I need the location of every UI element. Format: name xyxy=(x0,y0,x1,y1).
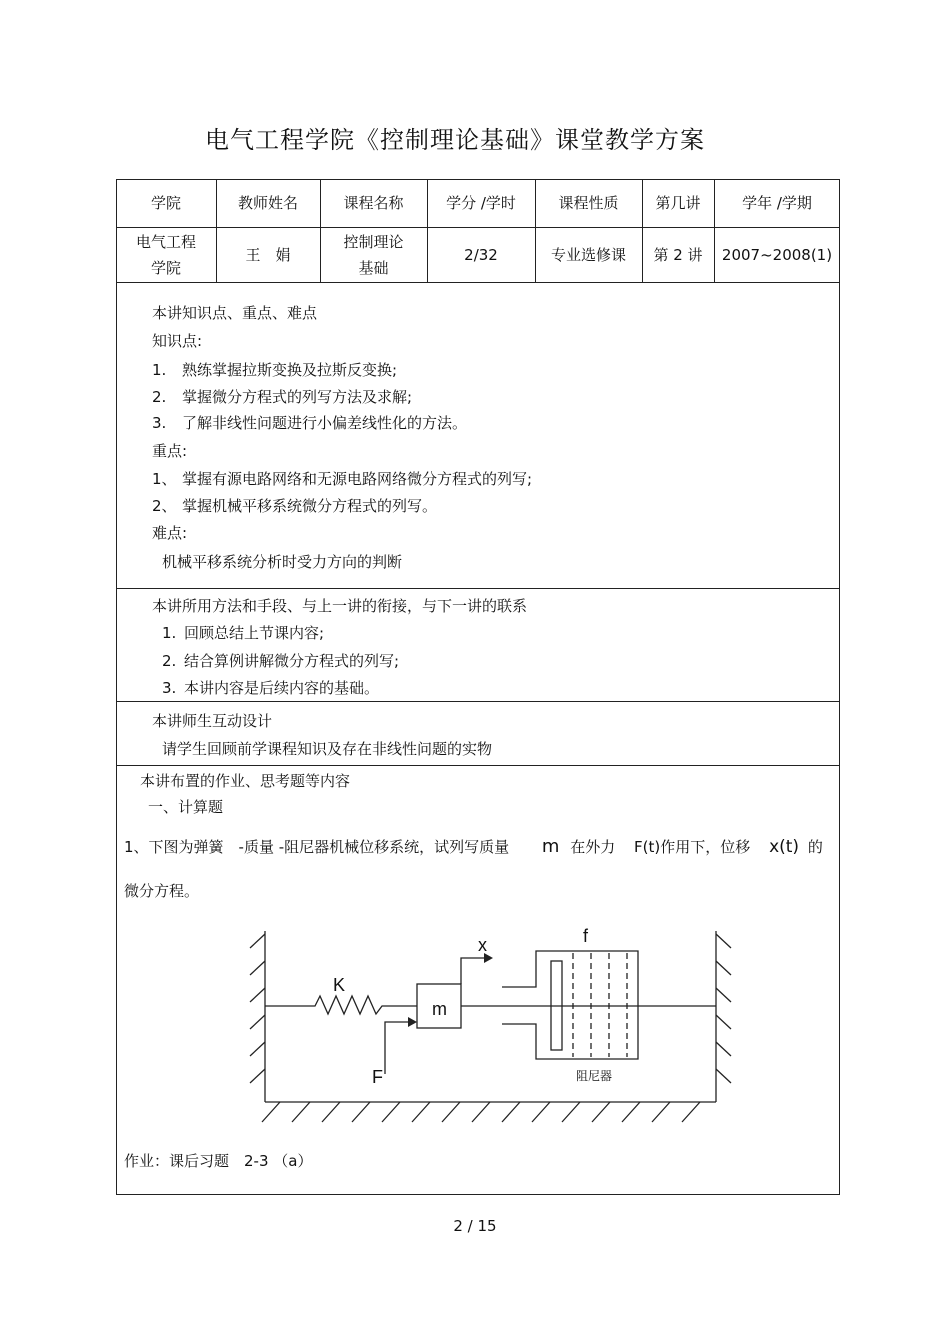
value-term: 2007~2008(1) xyxy=(721,245,833,264)
list-item: 2. 结合算例讲解微分方程式的列写; xyxy=(162,652,400,670)
value-lecture: 第 2 讲 xyxy=(653,245,703,264)
homework-assignment: 作业：课后习题 2-3 （a） xyxy=(124,1152,313,1170)
label-K: K xyxy=(333,975,346,995)
page-title: 电气工程学院《控制理论基础》课堂教学方案 xyxy=(205,126,705,154)
label-damper: 阻尼器 xyxy=(576,1069,613,1083)
value-teacher: 王 娟 xyxy=(245,245,291,264)
header-course-type: 课程性质 xyxy=(558,194,619,212)
force-arrowhead xyxy=(408,1017,417,1027)
damper-cylinder xyxy=(502,951,638,1059)
key-points-label: 重点: xyxy=(152,442,188,460)
difficulty-text: 机械平移系统分析时受力方向的判断 xyxy=(162,553,403,571)
label-m: m xyxy=(432,999,447,1019)
label-F: F xyxy=(372,1067,383,1087)
label-x: x xyxy=(478,935,487,955)
section-knowledge-heading: 本讲知识点、重点、难点 xyxy=(152,304,318,322)
value-course-type: 专业选修课 xyxy=(550,245,626,264)
table-divider xyxy=(116,588,840,589)
floor-hatching xyxy=(262,1102,700,1122)
value-college: 电气工程 学院 xyxy=(135,232,196,277)
header-credits: 学分 /学时 xyxy=(446,194,516,212)
header-college: 学院 xyxy=(150,194,181,212)
section-methods-heading: 本讲所用方法和手段、与上一讲的衔接，与下一讲的联系 xyxy=(152,597,528,615)
list-item: 1. 熟练掌握拉斯变换及拉斯反变换; xyxy=(152,361,398,379)
spring xyxy=(265,996,417,1014)
list-item: 3. 了解非线性问题进行小偏差线性化的方法。 xyxy=(152,414,468,432)
header-lecture: 第几讲 xyxy=(655,194,701,212)
page-number: 2 / 15 xyxy=(453,1217,497,1235)
list-item: 2. 掌握微分方程式的列写方法及求解; xyxy=(152,388,413,406)
section-interaction-heading: 本讲师生互动设计 xyxy=(152,712,273,730)
difficulty-label: 难点: xyxy=(152,524,188,542)
damper-fluid-lines xyxy=(573,953,627,1057)
list-item: 3. 本讲内容是后续内容的基础。 xyxy=(162,679,380,697)
value-credits: 2/32 xyxy=(464,245,498,264)
displacement-arrow xyxy=(461,958,485,984)
spring-mass-damper-diagram xyxy=(240,926,740,1131)
header-course: 课程名称 xyxy=(343,194,404,212)
section-homework-heading: 本讲布置的作业、思考题等内容 xyxy=(140,772,351,790)
right-wall-hatching xyxy=(716,934,731,1083)
value-course: 控制理论 基础 xyxy=(343,232,404,277)
problem-statement: 1、下图为弹簧 -质量 -阻尼器机械位移系统，试列写质量 m 在外力 F(t)作用下，位移 x(t) 的 xyxy=(124,836,823,857)
header-teacher: 教师姓名 xyxy=(237,194,298,212)
table-divider xyxy=(116,282,840,283)
knowledge-label: 知识点: xyxy=(152,332,203,350)
header-term: 学年 /学期 xyxy=(742,194,812,212)
list-item: 1、 掌握有源电路网络和无源电路网络微分方程式的列写; xyxy=(152,470,533,488)
interaction-text: 请学生回顾前学课程知识及存在非线性问题的实物 xyxy=(162,740,493,758)
left-wall-hatching xyxy=(250,934,265,1083)
table-divider xyxy=(116,765,840,766)
table-divider xyxy=(116,701,840,702)
list-item: 1. 回顾总结上节课内容; xyxy=(162,624,325,642)
problem-statement-line2: 微分方程。 xyxy=(124,882,200,900)
label-f: f xyxy=(583,926,589,946)
list-item: 2、 掌握机械平移系统微分方程式的列写。 xyxy=(152,497,438,515)
force-arrow xyxy=(385,1022,410,1074)
calc-subheading: 一、计算题 xyxy=(148,798,224,816)
